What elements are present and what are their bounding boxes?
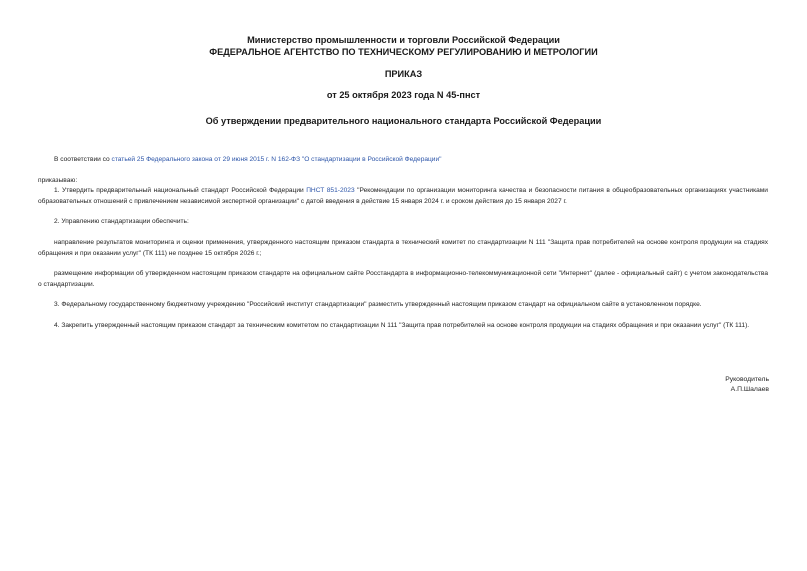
item-3-paragraph: 3. Федеральному государственному бюджетному учреждению "Российский институт стандартизации" разместить утвержденный настоящим приказом стандарт на официальном сайте в установленном порядке. [54, 301, 702, 308]
item-4-paragraph: 4. Закрепить утвержденный настоящим приказом стандарт за техническим комитетом по стандартизации N 111 "Защита прав потребителей на основе контроля продукции на стадиях обращения и при оказании услуг" (ТК 111). [54, 322, 750, 329]
federal-law-link[interactable]: статьей 25 Федерального закона от 29 июня 2015 г. N 162-ФЗ "О стандартизации в Российской Федерации" [111, 156, 442, 163]
item-1-text-suffix: "Рекомендации по организации мониторинга качества и безопасности питания в общеобразовательных организациях участниками образовательных отношений с привлечением независимой экспертной организации" с датой введения в действие 15 января 2024 г. и сроком действия до 15 января 2027 г. [38, 187, 768, 205]
item-1-paragraph [38, 186, 768, 207]
order-word: приказываю: [38, 177, 78, 184]
item-1-text: 1. Утвердить предварительный национальный стандарт Российской Федерации [54, 187, 307, 194]
preamble-paragraph [38, 155, 768, 166]
signature-name: А.П.Шалаев [730, 386, 769, 393]
preamble-text: В соответствии со [54, 156, 112, 163]
item-2a-paragraph: направление результатов мониторинга и оценки применения, утвержденного настоящим приказом стандарта в технический комитет по стандартизации N 111 "Защита прав потребителей на основе контроля продукции на стадиях обращения и при оказании услуг" (ТК 111) не позднее 15 октября 2026 г.; [38, 239, 768, 257]
doc-date-number: от 25 октября 2023 года N 45-пнст [326, 90, 481, 100]
signature-position: Руководитель [725, 376, 769, 383]
standard-link[interactable]: ПНСТ 851-2023 [306, 187, 355, 194]
doc-title: Об утверждении предварительного национального стандарта Российской Федерации [205, 116, 602, 126]
doc-type-heading: ПРИКАЗ [384, 69, 423, 79]
item-2b-paragraph: размещение информации об утвержденном настоящим приказом стандарте на официальном сайте Росстандарта в информационно-телекоммуникационной сети "Интернет" (далее - официальный сайт) с учетом законодательства о стандартизации. [38, 270, 768, 288]
item-2-paragraph: 2. Управлению стандартизации обеспечить: [54, 218, 189, 225]
ministry-heading: Министерство промышленности и торговли Российской Федерации [247, 35, 560, 45]
agency-heading: ФЕДЕРАЛЬНОЕ АГЕНТСТВО ПО ТЕХНИЧЕСКОМУ РЕГУЛИРОВАНИЮ И МЕТРОЛОГИИ [209, 47, 598, 57]
